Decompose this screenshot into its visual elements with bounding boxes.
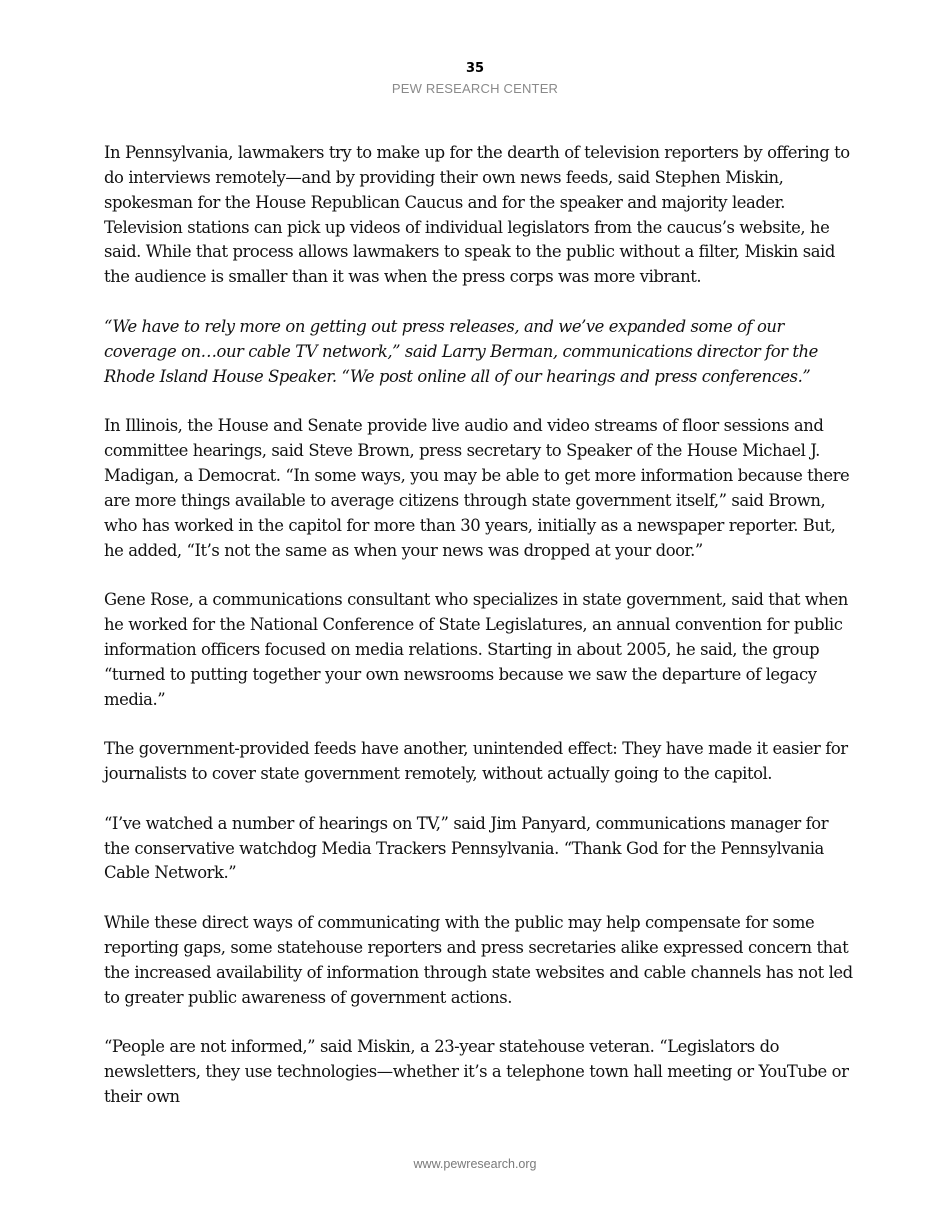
footer-url[interactable]: www.pewresearch.org	[413, 1157, 537, 1171]
organization-name: PEW RESEARCH CENTER	[391, 81, 559, 96]
page-header	[0, 60, 950, 98]
paragraph-panyard-quote: “I’ve watched a number of hearings on TV,” said Jim Panyard, communications manager for the conservative watchdog Media Trackers Pennsylvania. “Thank God for the Pennsylvania Cable Network.”	[104, 813, 829, 883]
paragraph-berman-quote: “We have to rely more on getting out press releases, and we’ve expanded some of our coverage on…our cable TV network,” said Larry Berman, communications director for the Rhode Island House Speaker. “We post online all of our hearings and press conferences.”	[104, 316, 818, 386]
paragraph-government-feeds: The government-provided feeds have another, unintended effect: They have made it easier for journalists to cover state government remotely, without actually going to the capitol.	[104, 739, 848, 784]
article-body	[104, 141, 856, 1135]
paragraph-pennsylvania: In Pennsylvania, lawmakers try to make up for the dearth of television reporters by offering to do interviews remotely—and by providing their own news feeds, said Stephen Miskin, spokesman for the House Republican Caucus and for the speaker and majority leader. Television stations can pick up videos of individual legislators from the caucus’s website, he said. While that process allows lawmakers to speak to the public without a filter, Miskin said the audience is smaller than it was when the press corps was more vibrant.	[104, 143, 850, 287]
page-number: 35	[465, 61, 485, 76]
paragraph-illinois: In Illinois, the House and Senate provide live audio and video streams of floor sessions and committee hearings, said Steve Brown, press secretary to Speaker of the House Michael J. Madigan, a Democrat. “In some ways, you may be able to get more information because there are more things available to average citizens through state government itself,” said Brown, who has worked in the capitol for more than 30 years, initially as a newspaper reporter. But, he added, “It’s not the same as when your news was dropped at your door.”	[104, 416, 850, 560]
paragraph-gene-rose: Gene Rose, a communications consultant who specializes in state government, said that when he worked for the National Conference of State Legislatures, an annual convention for public information officers focused on media relations. Starting in about 2005, he said, the group “turned to putting together your own newsrooms because we saw the departure of legacy media.”	[104, 590, 848, 709]
paragraph-miskin-quote: “People are not informed,” said Miskin, a 23-year statehouse veteran. “Legislators do newsletters, they use technologies—whether it’s a telephone town hall meeting or YouTube or their own	[104, 1037, 849, 1107]
paragraph-reporting-gaps: While these direct ways of communicating with the public may help compensate for some reporting gaps, some statehouse reporters and press secretaries alike expressed concern that the increased availability of information through state websites and cable channels has not led to greater public awareness of government actions.	[104, 913, 853, 1007]
